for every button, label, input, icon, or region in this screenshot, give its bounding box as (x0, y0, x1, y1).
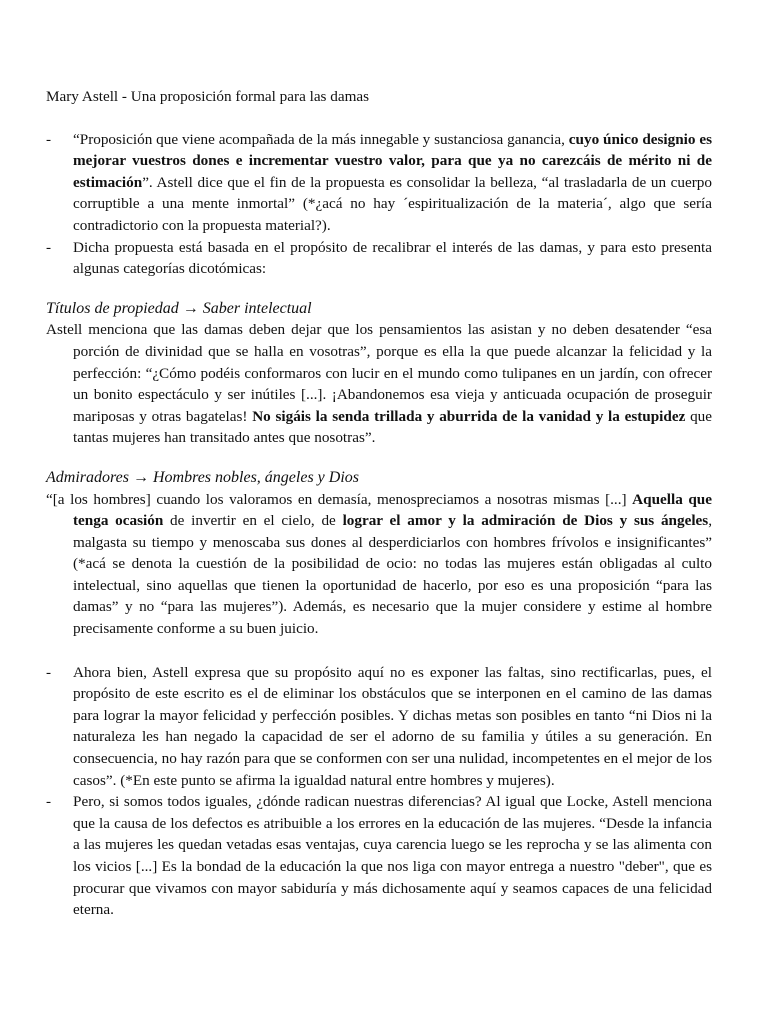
bold-text-run: cuyo único designio es mejorar vuestros dones e incrementar vuestro valor, para que ya no carezcáis de mérito ni de estimación (73, 130, 712, 191)
bold-text-run: Aquella que tenga ocasión (73, 490, 712, 530)
bullet-text (73, 239, 712, 278)
text-run: “[a los hombres] cuando los valoramos en demasía, menospreciamos a nosotras mismas [...] (46, 490, 633, 508)
closing-bullet-item (46, 662, 712, 792)
text-run: “Proposición que viene acompañada de la más innegable y sustanciosa ganancia, (73, 130, 569, 148)
bullet-text (73, 131, 712, 234)
text-run: , malgasta su tiempo y menoscaba sus dones al desperdiciarlos con hombres frívolos e insignificantes” (*acá se denota la cuestión de la posibilidad de ocio: no todas las mujeres están obligadas al culto intelectual, sino aquellas que tienen la oportunidad de hacerlo, por eso es una proposición “para las damas” y no “para las mujeres”). Además, es necesario que la mujer considere y estime al hombre precisamente conforme a su buen juicio. (73, 512, 713, 638)
section-paragraph-titulos (46, 319, 712, 449)
bold-text-run: lograr el amor y la admiración de Dios y sus ángeles (342, 512, 709, 530)
document-page (46, 86, 712, 921)
bullet-dash: - (46, 130, 52, 148)
text-run: Astell menciona que las damas deben dejar que los pensamientos las asistan y no deben desatender “esa porción de divinidad que se halla en vosotras”, porque es ella la que puede alcanzar la felicidad y la perfección: “¿Cómo podéis conformaros con lucir en el mundo como tulipanes en un jardín, con ofrecer un bonito espectáculo y ser inútiles [...]. ¡Abandonemos esa vieja y anticuada ocupación de proseguir mariposas y otras bagatelas! (46, 321, 712, 425)
bold-text-run: No sigáis la senda trillada y aburrida de la vanidad y la estupidez (252, 407, 686, 425)
intro-bullet-item (46, 129, 712, 237)
closing-bullet-list (46, 662, 712, 921)
intro-bullet-item (46, 237, 712, 280)
section-heading-titulos: Títulos de propiedad → Saber intelectual (46, 299, 312, 317)
text-run: Ahora bien, Astell expresa que su propósito aquí no es exponer las faltas, sino rectificarlas, pues, el propósito de este escrito es el de eliminar los obstáculos que se interponen en el camino de las damas para lograr la mayor felicidad y perfección posibles. Y dichas metas son posibles en tanto “ni Dios ni la naturaleza les han negado la capacidad de ser el adorno de su familia y útiles a su generación. En consecuencia, no hay razón para que se conformen con ser una nulidad, incompetentes en el mejor de los casos”. (*En este punto se afirma la igualdad natural entre hombres y mujeres). (73, 663, 712, 789)
section-paragraph-admiradores (46, 489, 712, 640)
closing-bullet-item (46, 791, 712, 921)
bullet-text (73, 664, 712, 789)
document-title: Mary Astell - Una proposición formal para las damas (46, 88, 370, 105)
bullet-text (73, 793, 712, 918)
intro-bullet-list (46, 129, 712, 280)
text-run: que tantas mujeres han transitado antes que nosotras”. (73, 407, 713, 447)
section-heading-admiradores: Admiradores → Hombres nobles, ángeles y Dios (46, 468, 360, 486)
text-run: Pero, si somos todos iguales, ¿dónde radican nuestras diferencias? Al igual que Locke, Astell menciona que la causa de los defectos es atribuible a los errores en la educación de las mujeres. “Desde la infancia a las mujeres les quedan vetadas esas ventajas, cuya carencia luego se les reprocha y se las alimenta con los vicios [...] Es la bondad de la educación la que nos liga con mayor entrega a nuestro "deber", que es procurar que vivamos con mayor sabiduría y más dichosamente aquí y seamos capaces de una felicidad eterna. (73, 793, 712, 919)
bullet-dash: - (46, 793, 52, 811)
text-run: de invertir en el cielo, de (163, 512, 343, 530)
bullet-dash: - (46, 238, 52, 256)
text-run: ”. Astell dice que el fin de la propuesta es consolidar la belleza, “al trasladarla de un cuerpo corruptible a una mente inmortal” (*¿acá no hay ´espiritualización de la materia´, algo que sería contradictorio con la propuesta material?). (73, 173, 712, 234)
bullet-dash: - (46, 663, 52, 681)
text-run: Dicha propuesta está basada en el propósito de recalibrar el interés de las damas, y para esto presenta algunas categorías dicotómicas: (73, 238, 712, 278)
